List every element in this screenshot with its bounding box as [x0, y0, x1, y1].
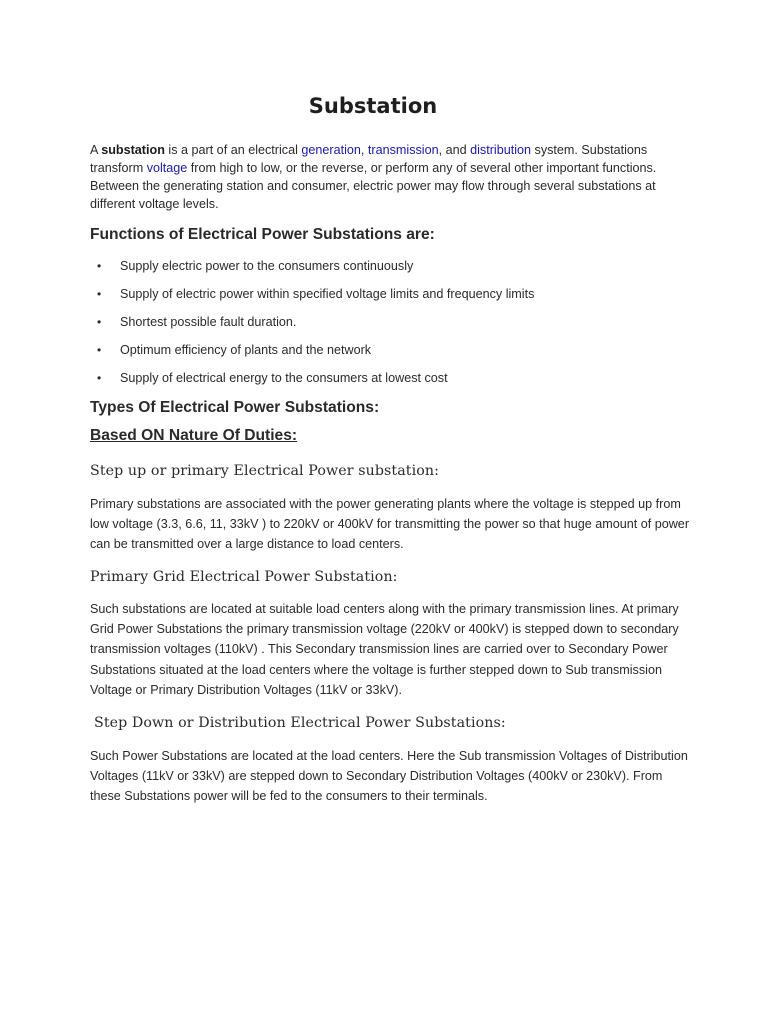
intro-text: , and [438, 143, 471, 157]
list-item [90, 257, 534, 285]
section-heading-step-up: Step up or primary Electrical Power substation: [90, 463, 439, 479]
link-distribution[interactable]: distribution [470, 143, 532, 157]
page-title: Substation [308, 94, 438, 118]
list-item-text: Supply of electrical energy to the consumers at lowest cost [120, 371, 448, 385]
based-on-duties-heading: Based ON Nature Of Duties: [90, 427, 298, 444]
list-item-text: Optimum efficiency of plants and the network [120, 343, 372, 357]
link-voltage[interactable]: voltage [146, 161, 188, 175]
list-item [90, 285, 534, 313]
bullet-icon: • [97, 343, 102, 357]
list-item [90, 369, 534, 397]
intro-text: from high to low, or the reverse, or perform any of several other important functions. Between the generating station and consumer, electric power may flow through several substations at different voltage levels. [90, 161, 657, 211]
section-body-step-down: Such Power Substations are located at the load centers. Here the Sub transmission Voltages of Distribution Voltages (11kV or 33kV) are stepped down to Secondary Distribution Voltages (400kV or 230kV). From these Substations power will be fed to the consumers to their terminals. [90, 749, 688, 804]
intro-bold-term: substation [101, 143, 165, 157]
bullet-icon: • [97, 259, 102, 273]
intro-text: A [90, 143, 102, 157]
section-heading-primary-grid: Primary Grid Electrical Power Substation: [90, 569, 398, 585]
section-body-step-up: Primary substations are associated with the power generating plants where the voltage is stepped up from low voltage (3.3, 6.6, 11, 33kV ) to 220kV or 400kV for transmitting the power so that huge amount of power can be transmitted over a large distance to load centers. [90, 497, 690, 552]
intro-text: system. Substations transform [90, 143, 648, 175]
list-item-text: Supply of electric power within specified voltage limits and frequency limits [120, 287, 535, 301]
intro-text: is a part of an electrical [164, 143, 302, 157]
section-body-primary-grid: Such substations are located at suitable load centers along with the primary transmission lines. At primary Grid Power Substations the primary transmission voltage (220kV or 400kV) is stepped down to secondary transmission voltages (110kV) . This Secondary transmission lines are carried over to Secondary Power Substations situated at the load centers where the voltage is further stepped down to Sub transmission Voltage or Primary Distribution Voltages (11kV or 33kV). [90, 602, 679, 697]
bullet-icon: • [97, 371, 102, 385]
link-transmission[interactable]: transmission [367, 143, 439, 157]
functions-heading: Functions of Electrical Power Substations are: [90, 226, 435, 243]
link-generation[interactable]: generation [301, 143, 361, 157]
list-item-text: Shortest possible fault duration. [120, 315, 297, 329]
list-item-text: Supply electric power to the consumers continuously [120, 259, 414, 273]
list-item [90, 313, 534, 341]
intro-text: , [360, 143, 368, 157]
bullet-icon: • [97, 287, 102, 301]
section-heading-step-down: Step Down or Distribution Electrical Power Substations: [94, 715, 506, 731]
types-heading: Types Of Electrical Power Substations: [90, 399, 380, 416]
bullet-icon: • [97, 315, 102, 329]
intro-paragraph [90, 141, 685, 213]
functions-list [90, 257, 534, 397]
list-item [90, 341, 534, 369]
